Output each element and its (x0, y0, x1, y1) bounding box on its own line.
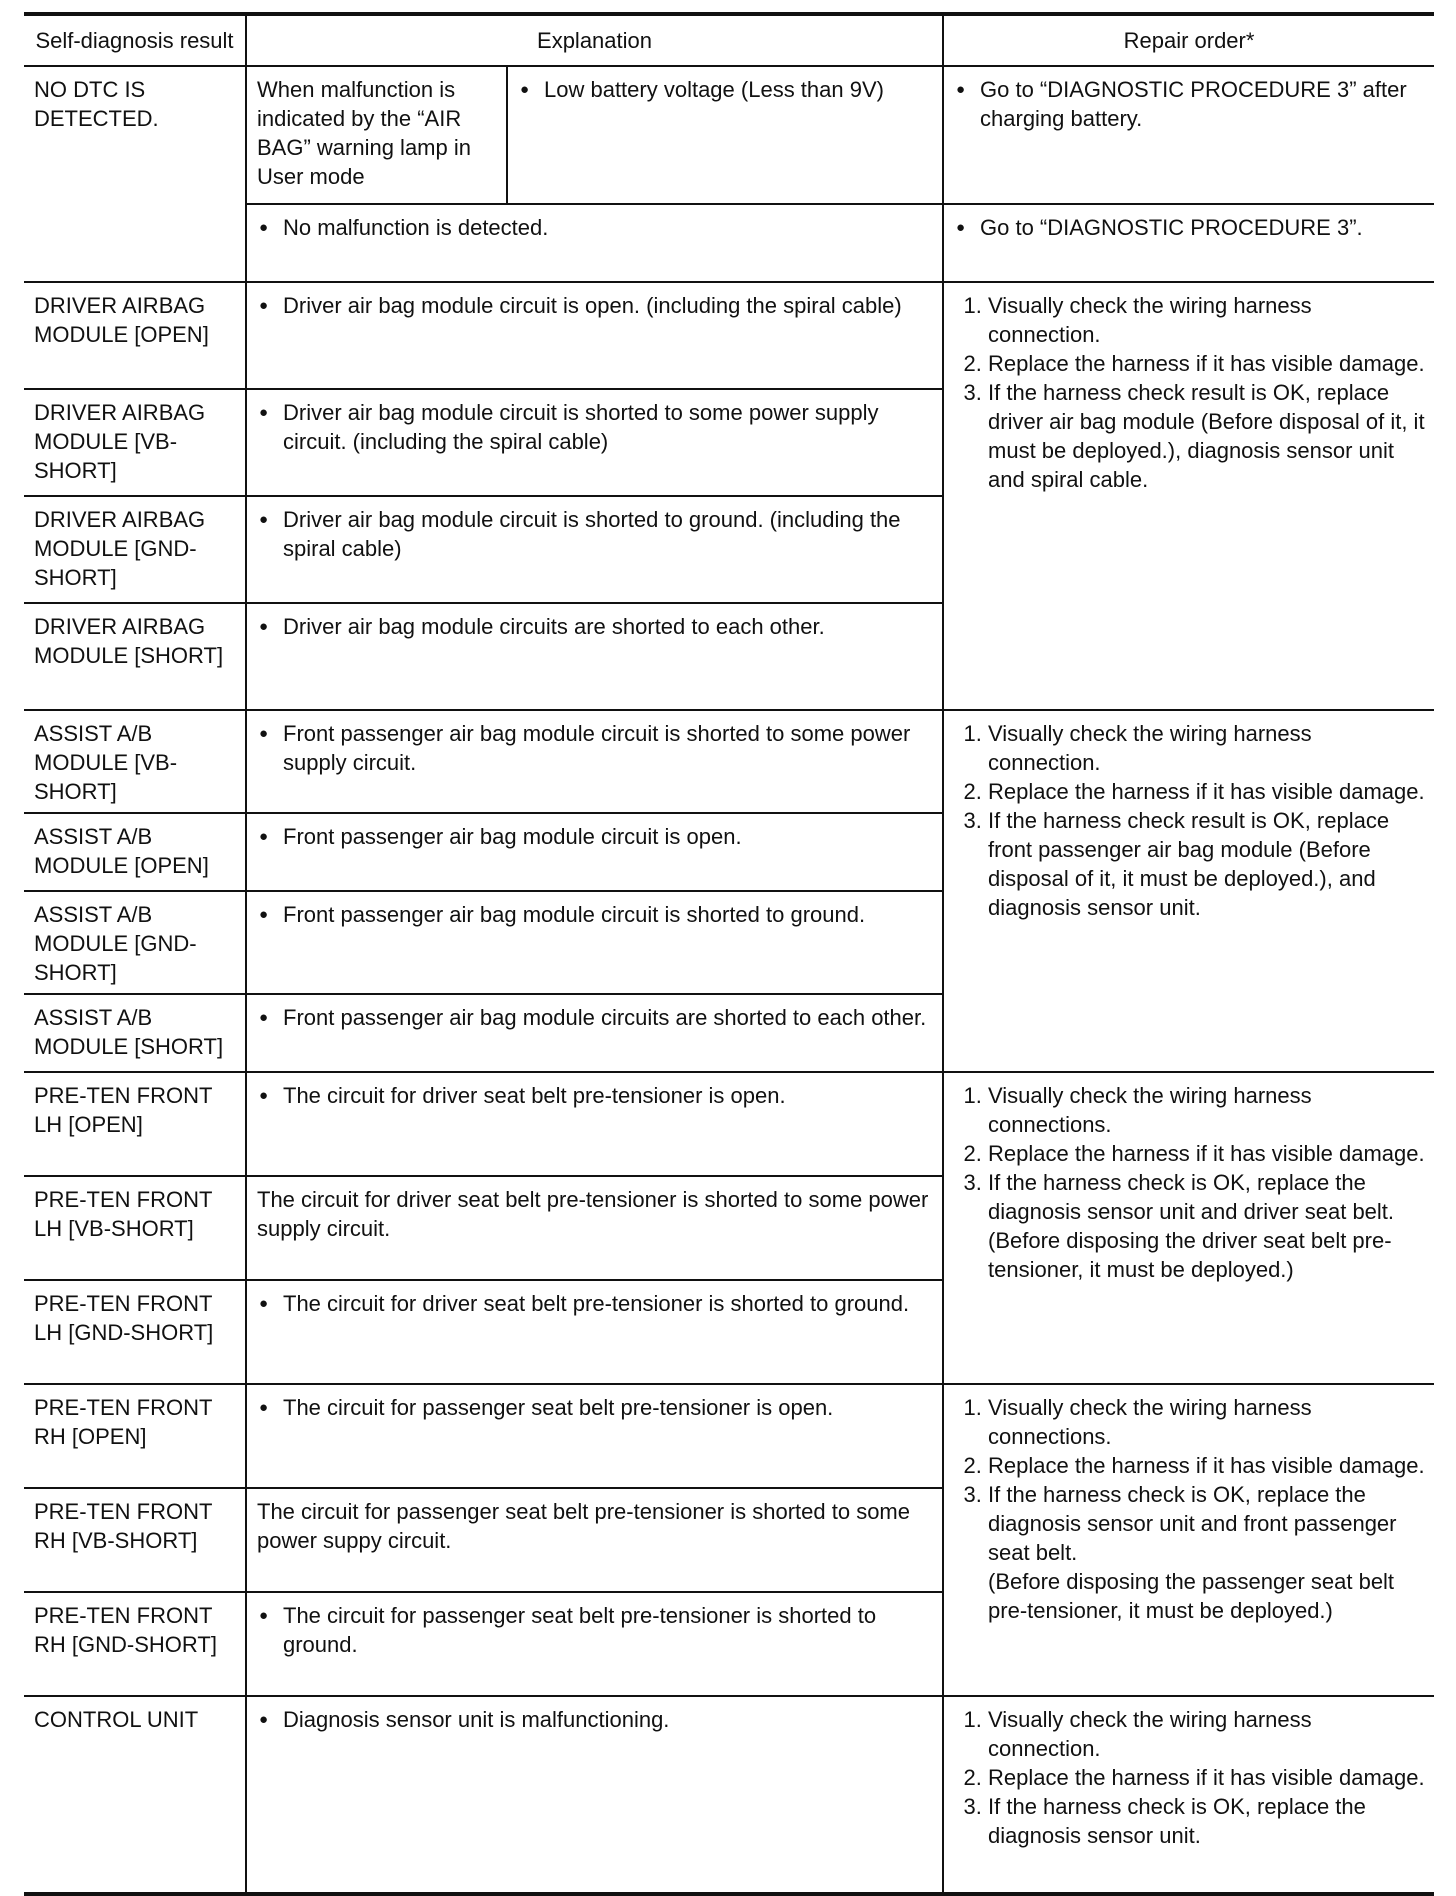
result-driver-vb-short: DRIVER AIRBAG MODULE [VB-SHORT] (24, 389, 246, 496)
explanation-cell (246, 1384, 943, 1488)
repair-step: 1. Visually check the wiring harness connections. (988, 1081, 1426, 1139)
repair-step: 3. If the harness check is OK, replace the diagnosis sensor unit. (988, 1792, 1426, 1850)
table-row (24, 1072, 1434, 1176)
explanation-cell (246, 496, 943, 603)
explanation-driver-open: ● Driver air bag module circuit is open. (including the spiral cable) (257, 291, 934, 320)
repair-step-note: (Before disposing the passenger seat belt pre-tensioner, it must be deployed.) (988, 1569, 1395, 1623)
repair-step: 2. Replace the harness if it has visible damage. (988, 1451, 1426, 1480)
explanation-driver-gnd-short: ● Driver air bag module circuit is shorted to ground. (including the spiral cable) (257, 505, 934, 563)
result-assist-short: ASSIST A/B MODULE [SHORT] (24, 994, 246, 1072)
table-row (24, 1696, 1434, 1894)
explanation-cell (246, 282, 943, 389)
explanation-cell (246, 813, 943, 891)
repair-step: 1. Visually check the wiring harness connection. (988, 719, 1426, 777)
repair-step-note: (Before disposing the driver seat belt pre-tensioner, it must be deployed.) (988, 1228, 1392, 1282)
explanation-rh-gnd-short: ● The circuit for passenger seat belt pre-tensioner is shorted to ground. (257, 1601, 934, 1659)
table-row (24, 1384, 1434, 1488)
explanation-rh-vb-short: The circuit for passenger seat belt pre-tensioner is shorted to some power suppy circuit. (246, 1488, 943, 1592)
table-row (24, 66, 1434, 204)
explanation-no-malfunction: ● No malfunction is detected. (257, 213, 934, 242)
explanation-cell (246, 1280, 943, 1384)
explanation-cell (507, 66, 943, 204)
explanation-rh-open: ● The circuit for passenger seat belt pre-tensioner is open. (257, 1393, 934, 1422)
header-repair-order: Repair order* (943, 14, 1434, 66)
explanation-cell (246, 603, 943, 710)
result-no-dtc: NO DTC IS DETECTED. (24, 66, 246, 282)
explanation-cell (246, 994, 943, 1072)
result-driver-open: DRIVER AIRBAG MODULE [OPEN] (24, 282, 246, 389)
explanation-driver-vb-short: ● Driver air bag module circuit is shorted to some power supply circuit. (including the spiral cable) (257, 398, 934, 456)
result-assist-vb-short: ASSIST A/B MODULE [VB-SHORT] (24, 710, 246, 813)
repair-control-unit (943, 1696, 1434, 1894)
explanation-cell (246, 1592, 943, 1696)
result-rh-open: PRE-TEN FRONT RH [OPEN] (24, 1384, 246, 1488)
result-rh-vb-short: PRE-TEN FRONT RH [VB-SHORT] (24, 1488, 246, 1592)
self-diagnosis-table (24, 12, 1434, 1896)
repair-step: 2. Replace the harness if it has visible damage. (988, 1763, 1426, 1792)
repair-pre-ten-rh (943, 1384, 1434, 1696)
explanation-lh-gnd-short: ● The circuit for driver seat belt pre-tensioner is shorted to ground. (257, 1289, 934, 1318)
repair-pre-ten-lh (943, 1072, 1434, 1384)
repair-step-text: 3. If the harness check is OK, replace the diagnosis sensor unit and driver seat belt. (988, 1170, 1395, 1224)
header-explanation: Explanation (246, 14, 943, 66)
result-driver-gnd-short: DRIVER AIRBAG MODULE [GND-SHORT] (24, 496, 246, 603)
table-row (24, 710, 1434, 813)
explanation-cell (246, 1072, 943, 1176)
result-assist-open: ASSIST A/B MODULE [OPEN] (24, 813, 246, 891)
explanation-cell (246, 891, 943, 994)
repair-step: 3. If the harness check result is OK, replace front passenger air bag module (Before disposal of it, it must be deployed.), and diagnosis sensor unit. (988, 806, 1426, 922)
explanation-cell (246, 389, 943, 496)
condition-user-mode: When malfunction is indicated by the “AIR BAG” warning lamp in User mode (246, 66, 507, 204)
repair-step (988, 1480, 1426, 1625)
result-rh-gnd-short: PRE-TEN FRONT RH [GND-SHORT] (24, 1592, 246, 1696)
table-row (24, 282, 1434, 389)
repair-driver-airbag (943, 282, 1434, 710)
repair-assist-airbag (943, 710, 1434, 1072)
result-lh-gnd-short: PRE-TEN FRONT LH [GND-SHORT] (24, 1280, 246, 1384)
explanation-cell (246, 204, 943, 282)
explanation-assist-vb-short: ● Front passenger air bag module circuit is shorted to some power supply circuit. (257, 719, 934, 777)
repair-step: 3. If the harness check result is OK, replace driver air bag module (Before disposal of it, it must be deployed.), diagnosis sensor unit and spiral cable. (988, 378, 1426, 494)
explanation-assist-gnd-short: ● Front passenger air bag module circuit is shorted to ground. (257, 900, 934, 929)
repair-step-text: 3. If the harness check is OK, replace the diagnosis sensor unit and front passenger seat belt. (988, 1482, 1397, 1565)
explanation-assist-short: ● Front passenger air bag module circuits are shorted to each other. (257, 1003, 934, 1032)
repair-step: 2. Replace the harness if it has visible damage. (988, 777, 1426, 806)
repair-step (988, 1168, 1426, 1284)
explanation-lh-open: ● The circuit for driver seat belt pre-tensioner is open. (257, 1081, 934, 1110)
explanation-cell (246, 710, 943, 813)
explanation-assist-open: ● Front passenger air bag module circuit is open. (257, 822, 934, 851)
result-lh-vb-short: PRE-TEN FRONT LH [VB-SHORT] (24, 1176, 246, 1280)
header-row (24, 14, 1434, 66)
repair-step: 1. Visually check the wiring harness connection. (988, 1705, 1426, 1763)
result-control-unit: CONTROL UNIT (24, 1696, 246, 1894)
explanation-low-battery: ● Low battery voltage (Less than 9V) (518, 75, 934, 104)
explanation-driver-short: ● Driver air bag module circuits are shorted to each other. (257, 612, 934, 641)
repair-step: 1. Visually check the wiring harness connections. (988, 1393, 1426, 1451)
repair-cell (943, 66, 1434, 204)
repair-cell (943, 204, 1434, 282)
header-self-diagnosis: Self-diagnosis result (24, 14, 246, 66)
result-lh-open: PRE-TEN FRONT LH [OPEN] (24, 1072, 246, 1176)
result-driver-short: DRIVER AIRBAG MODULE [SHORT] (24, 603, 246, 710)
explanation-lh-vb-short: The circuit for driver seat belt pre-tensioner is shorted to some power supply circuit. (246, 1176, 943, 1280)
repair-step: 2. Replace the harness if it has visible damage. (988, 1139, 1426, 1168)
explanation-cell (246, 1696, 943, 1894)
repair-no-malfunction: ● Go to “DIAGNOSTIC PROCEDURE 3”. (954, 213, 1426, 242)
explanation-control-unit: ● Diagnosis sensor unit is malfunctioning. (257, 1705, 934, 1734)
repair-step: 2. Replace the harness if it has visible damage. (988, 349, 1426, 378)
repair-no-dtc-charging: ● Go to “DIAGNOSTIC PROCEDURE 3” after charging battery. (954, 75, 1426, 133)
repair-step: 1. Visually check the wiring harness connection. (988, 291, 1426, 349)
result-assist-gnd-short: ASSIST A/B MODULE [GND-SHORT] (24, 891, 246, 994)
